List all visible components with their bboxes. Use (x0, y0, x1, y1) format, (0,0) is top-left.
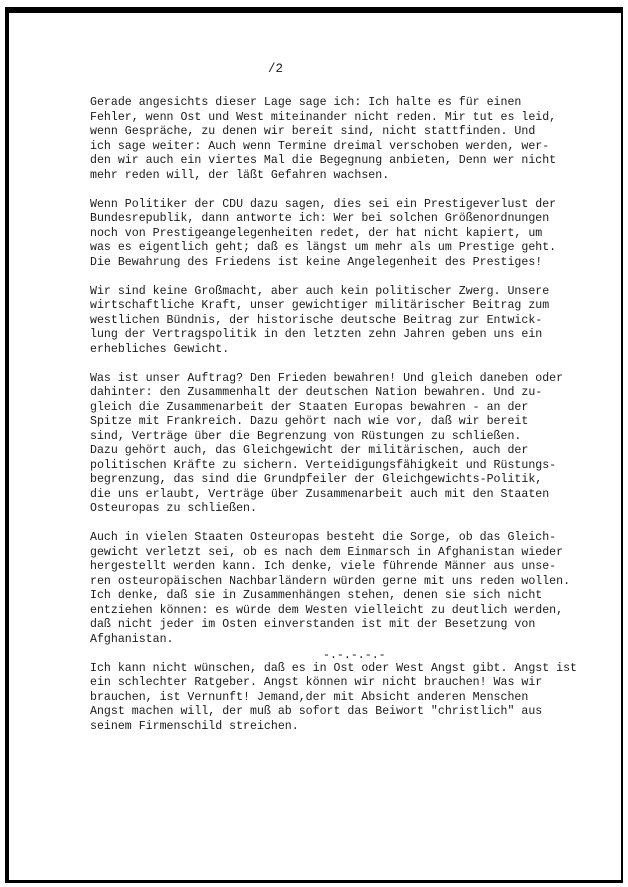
text-line: gewicht verletzt sei, ob es nach dem Einmarsch in Afghanistan wieder (90, 545, 564, 559)
text-line: Spitze mit Frankreich. Dazu gehört nach wie vor, daß wir bereit (90, 415, 529, 428)
text-line: gleich die Zusammenarbeit der Staaten Europas bewahren - an der (90, 400, 529, 414)
text-line: Die Bewahrung des Friedens ist keine Angelegenheit des Prestiges! (90, 255, 543, 269)
text-line: wenn Gespräche, zu denen wir bereit sind, nicht stattfinden. Und (90, 125, 536, 138)
text-line: Angst machen will, der muß ab sofort das Beiwort "christlich" aus (90, 705, 543, 718)
text-line: Fehler, wenn Ost und West miteinander nicht reden. Mir tut es leid, (90, 110, 557, 124)
paragraph (90, 531, 580, 647)
paragraph (90, 96, 580, 183)
paragraph (90, 372, 580, 517)
page-number: /2 (268, 62, 284, 76)
text-line: erhebliches Gewicht. (90, 342, 230, 356)
text-line: ich sage weiter: Auch wenn Termine dreimal verschoben werden, wer- (90, 139, 550, 153)
text-line: ren osteuropäischen Nachbarländern würden gerne mit uns reden wollen. (90, 574, 571, 588)
text-line: brauchen, ist Vernunft! Jemand,der mit Absicht anderen Menschen (90, 690, 529, 704)
text-line: Bundesrepublik, dann antworte ich: Wer bei solchen Größenordnungen (90, 212, 550, 225)
text-line: Wir sind keine Großmacht, aber auch kein politischer Zwerg. Unsere (90, 284, 550, 298)
text-line: mehr reden will, der läßt Gefahren wachsen. (90, 168, 390, 182)
text-line: entziehen können: es würde dem Westen vielleicht zu deutlich werden, (90, 603, 564, 617)
text-line: Dazu gehört auch, das Gleichgewicht der militärischen, auch der (90, 444, 529, 457)
text-line: daß nicht jeder im Osten einverstanden ist mit der Besetzung von (90, 618, 536, 631)
text-line: den wir auch ein viertes Mal die Begegnung anbieten, Denn wer nicht (90, 154, 557, 167)
text-line: Auch in vielen Staaten Osteuropas besteht die Sorge, ob das Gleich- (90, 531, 557, 544)
text-line: Was ist unser Auftrag? Den Frieden bewahren! Und gleich daneben oder (90, 371, 564, 385)
text-line: die uns erlaubt, Verträge über Zusammenarbeit auch mit den Staaten (90, 487, 550, 501)
text-line: Ich denke, daß sie in Zusammenhängen stehen, denen sie sich nicht (90, 589, 543, 602)
text-line: seinem Firmenschild streichen. (90, 719, 299, 733)
text-line: Gerade angesichts dieser Lage sage ich: Ich halte es für einen (90, 96, 522, 109)
text-line: hergestellt werden kann. Ich denke, viele führende Männer aus unse- (90, 560, 557, 573)
text-line: Osteuropas zu schließen. (90, 502, 257, 515)
text-line: dahinter: den Zusammenhalt der deutschen Nation bewahren. Und zu- (90, 386, 543, 399)
text-line: Ich kann nicht wünschen, daß es in Ost oder West Angst gibt. Angst ist (90, 661, 578, 675)
paragraph (90, 285, 580, 358)
paragraph (90, 198, 580, 271)
text-line: was es eigentlich geht; daß es längst um mehr als um Prestige geht. (90, 241, 557, 254)
text-line: politischen Kräfte zu sichern. Verteidigungsfähigkeit und Rüstungs- (90, 458, 557, 472)
text-line: begrenzung, das sind die Grundpfeiler der Gleichgewichts-Politik, (90, 473, 543, 486)
closing-mark: -.-.-.-.- (323, 649, 386, 662)
text-line: Wenn Politiker der CDU dazu sagen, dies sei ein Prestigeverlust der (90, 197, 557, 211)
paragraph (90, 662, 580, 735)
text-line: westlichen Bündnis, der historische deutsche Beitrag zur Entwick- (90, 313, 543, 327)
text-line: noch von Prestigeangelegenheiten redet, der hat nicht kapiert, um (90, 226, 543, 240)
text-line: lung der Vertragspolitik in den letzten zehn Jahren geben uns ein (90, 328, 543, 341)
text-line: wirtschaftliche Kraft, unser gewichtiger militärischer Beitrag zum (90, 299, 550, 312)
text-line: sind, Verträge über die Begrenzung von Rüstungen zu schließen. (90, 429, 522, 443)
text-line: ein schlechter Ratgeber. Angst können wir nicht brauchen! Was wir (90, 676, 543, 689)
text-line: Afghanistan. (90, 632, 174, 646)
